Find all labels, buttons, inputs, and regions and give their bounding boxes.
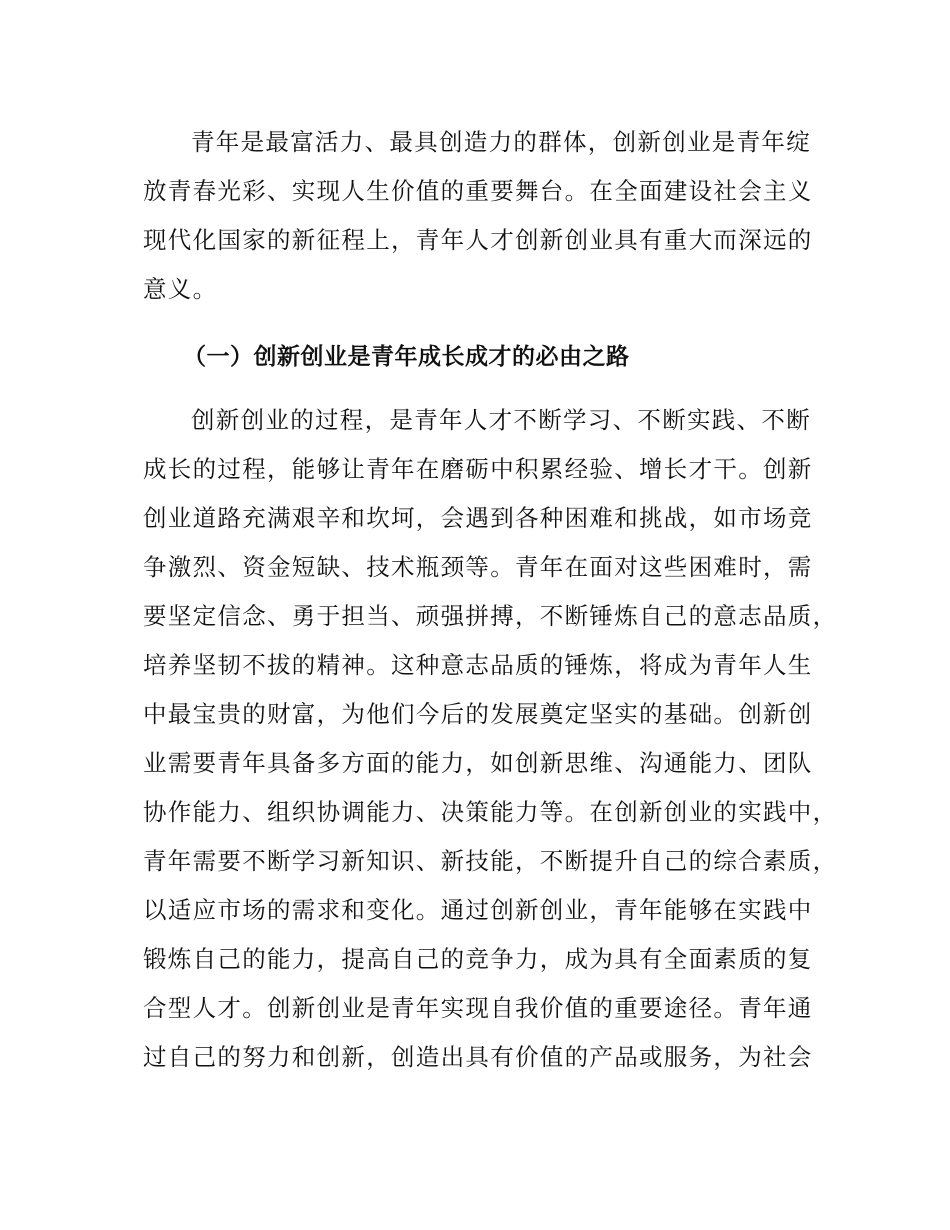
paragraph-line: 青年是最富活力、最具创造力的群体，创新创业是青年绽 [191, 128, 811, 156]
intro-paragraph [143, 118, 823, 314]
paragraph-line: 创新创业的过程，是青年人才不断学习、不断实践、不断 [191, 406, 811, 434]
paragraph-line: 过自己的努力和创新，创造出具有价值的产品或服务，为社会 [143, 1043, 813, 1071]
paragraph-line: 意义。 [143, 275, 218, 303]
paragraph-line: 争激烈、资金短缺、技术瓶颈等。青年在面对这些困难时，需 [143, 553, 813, 581]
paragraph-line: 合型人才。创新创业是青年实现自我价值的重要途径。青年通 [143, 994, 813, 1022]
body-paragraph [143, 396, 838, 1082]
section-heading-block [143, 333, 823, 382]
section-heading: （一）创新创业是青年成长成才的必由之路 [183, 344, 630, 370]
paragraph-line: 中最宝贵的财富，为他们今后的发展奠定坚实的基础。创新创 [143, 700, 813, 728]
paragraph-line: 要坚定信念、勇于担当、顽强拼搏，不断锤炼自己的意志品质， [143, 602, 838, 630]
paragraph-line: 现代化国家的新征程上，青年人才创新创业具有重大而深远的 [143, 226, 813, 254]
paragraph-line: 青年需要不断学习新知识、新技能，不断提升自己的综合素质， [143, 847, 838, 875]
paragraph-line: 锻炼自己的能力，提高自己的竞争力，成为具有全面素质的复 [143, 945, 813, 973]
paragraph-line: 创业道路充满艰辛和坎坷，会遇到各种困难和挑战，如市场竞 [143, 504, 813, 532]
paragraph-line: 以适应市场的需求和变化。通过创新创业，青年能够在实践中 [143, 896, 813, 924]
paragraph-line: 培养坚韧不拔的精神。这种意志品质的锤炼，将成为青年人生 [143, 651, 813, 679]
paragraph-line: 业需要青年具备多方面的能力，如创新思维、沟通能力、团队 [143, 749, 813, 777]
paragraph-line: 放青春光彩、实现人生价值的重要舞台。在全面建设社会主义 [143, 177, 813, 205]
paragraph-line: 成长的过程，能够让青年在磨砺中积累经验、增长才干。创新 [143, 455, 813, 483]
paragraph-line: 协作能力、组织协调能力、决策能力等。在创新创业的实践中， [143, 798, 838, 826]
